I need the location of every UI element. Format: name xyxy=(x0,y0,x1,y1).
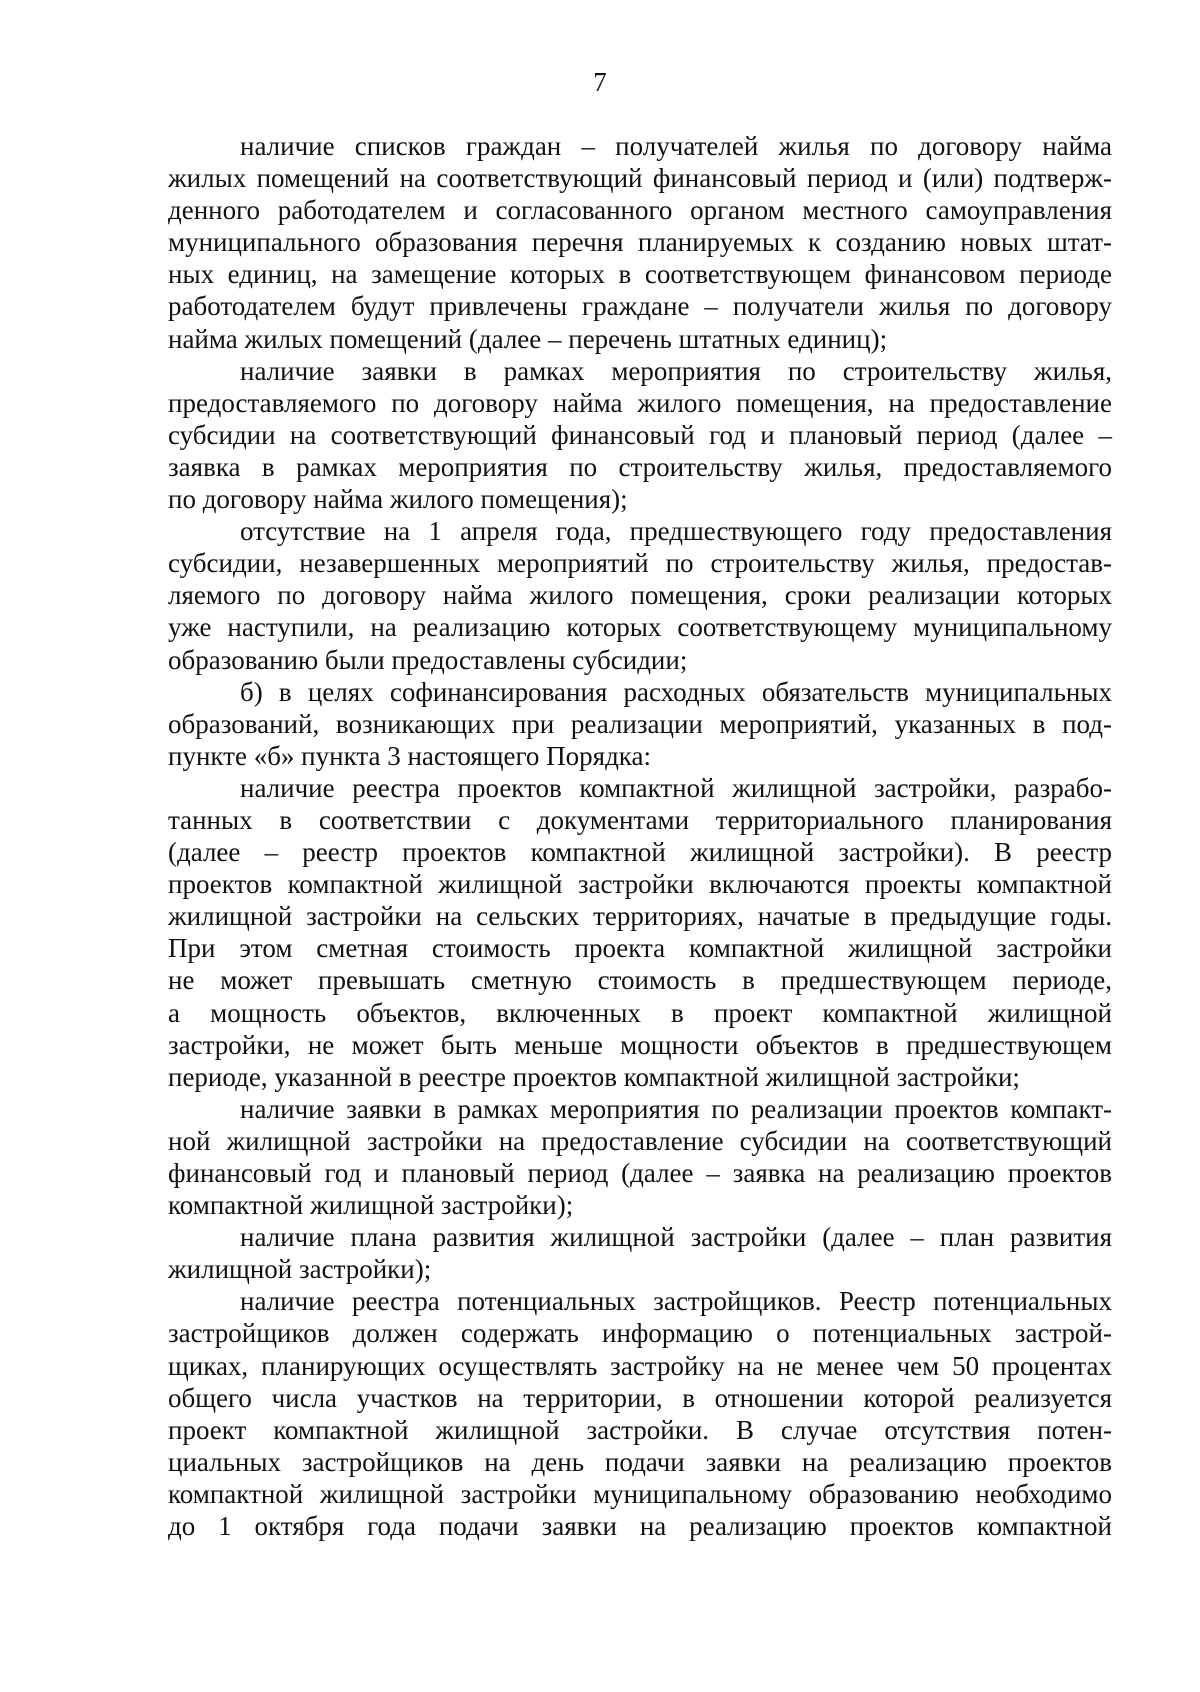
text-line: до 1 октября года подачи заявки на реализацию проектов компактной xyxy=(168,1511,1112,1542)
text-line: наличие реестра потенциальных застройщиков. Реестр потенциальных xyxy=(240,1286,1112,1317)
text-line: образованию были предоставлены субсидии; xyxy=(168,644,688,675)
text-line: наличие реестра проектов компактной жилищной застройки, разрабо- xyxy=(240,772,1112,803)
text-line: наличие списков граждан – получателей жилья по договору найма xyxy=(240,131,1112,161)
text-line: уже наступили, на реализацию которых соответствующему муниципальному xyxy=(168,612,1112,643)
text-line: муниципального образования перечня планируемых к созданию новых штат- xyxy=(168,227,1112,258)
text-line: образований, возникающих при реализации мероприятий, указанных в под- xyxy=(168,708,1112,739)
text-line: жилых помещений на соответствующий финансовый период и (или) подтверж- xyxy=(168,163,1112,194)
text-line: заявка в рамках мероприятия по строительству жилья, предоставляемого xyxy=(168,451,1112,482)
text-line: предоставляемого по договору найма жилого помещения, на предоставление xyxy=(168,387,1112,418)
text-line: компактной жилищной застройки муниципальному образованию необходимо xyxy=(168,1478,1112,1509)
text-line: наличие заявки в рамках мероприятия по строительству жилья, xyxy=(240,355,1112,386)
text-line: а мощность объектов, включенных в проект компактной жилищной xyxy=(168,997,1112,1028)
text-line: проектов компактной жилищной застройки включаются проекты компактной xyxy=(168,869,1112,900)
text-line: б) в целях софинансирования расходных обязательств муниципальных xyxy=(240,676,1112,707)
text-line: щиках, планирующих осуществлять застройку на не менее чем 50 процентах xyxy=(168,1350,1112,1381)
text-line: компактной жилищной застройки); xyxy=(168,1190,574,1221)
text-line: отсутствие на 1 апреля года, предшествующего году предоставления xyxy=(240,516,1112,547)
text-line: пункте «б» пункта 3 настоящего Порядка: xyxy=(168,740,651,771)
text-line: застройки, не может быть меньше мощности объектов в предшествующем xyxy=(168,1029,1112,1060)
document-body xyxy=(168,130,1112,1542)
text-line: застройщиков должен содержать информацию о потенциальных застрой- xyxy=(168,1318,1112,1349)
text-line: танных в соответствии с документами территориального планирования xyxy=(168,804,1112,835)
text-line: проект компактной жилищной застройки. В случае отсутствия потен- xyxy=(168,1414,1112,1445)
text-line: наличие заявки в рамках мероприятия по реализации проектов компакт- xyxy=(240,1093,1112,1124)
text-line: субсидии на соответствующий финансовый год и плановый период (далее – xyxy=(168,419,1112,450)
text-line: наличие плана развития жилищной застройки (далее – план развития xyxy=(240,1222,1112,1253)
page-number: 7 xyxy=(593,67,607,97)
text-line: жилищной застройки на сельских территориях, начатые в предыдущие годы. xyxy=(168,901,1112,932)
text-line: ляемого по договору найма жилого помещения, сроки реализации которых xyxy=(168,580,1112,611)
text-line: по договору найма жилого помещения); xyxy=(168,484,628,515)
text-line: (далее – реестр проектов компактной жилищной застройки). В реестр xyxy=(168,837,1112,868)
text-line: не может превышать сметную стоимость в предшествующем периоде, xyxy=(168,965,1112,996)
text-line: общего числа участков на территории, в отношении которой реализуется xyxy=(168,1382,1112,1413)
text-line: ной жилищной застройки на предоставление субсидии на соответствующий xyxy=(168,1125,1112,1156)
text-line: жилищной застройки); xyxy=(168,1254,432,1285)
text-line: периоде, указанной в реестре проектов компактной жилищной застройки; xyxy=(168,1061,1020,1092)
text-line: работодателем будут привлечены граждане – получатели жилья по договору xyxy=(168,291,1112,322)
text-line: циальных застройщиков на день подачи заявки на реализацию проектов xyxy=(168,1446,1112,1477)
text-line: денного работодателем и согласованного органом местного самоуправления xyxy=(168,195,1112,226)
text-line: субсидии, незавершенных мероприятий по строительству жилья, предостав- xyxy=(168,548,1112,579)
text-line: финансовый год и плановый период (далее – заявка на реализацию проектов xyxy=(168,1158,1112,1188)
text-line: ных единиц, на замещение которых в соответствующем финансовом периоде xyxy=(168,259,1112,290)
text-line: При этом сметная стоимость проекта компактной жилищной застройки xyxy=(168,933,1112,964)
text-line: найма жилых помещений (далее – перечень штатных единиц); xyxy=(168,323,888,354)
